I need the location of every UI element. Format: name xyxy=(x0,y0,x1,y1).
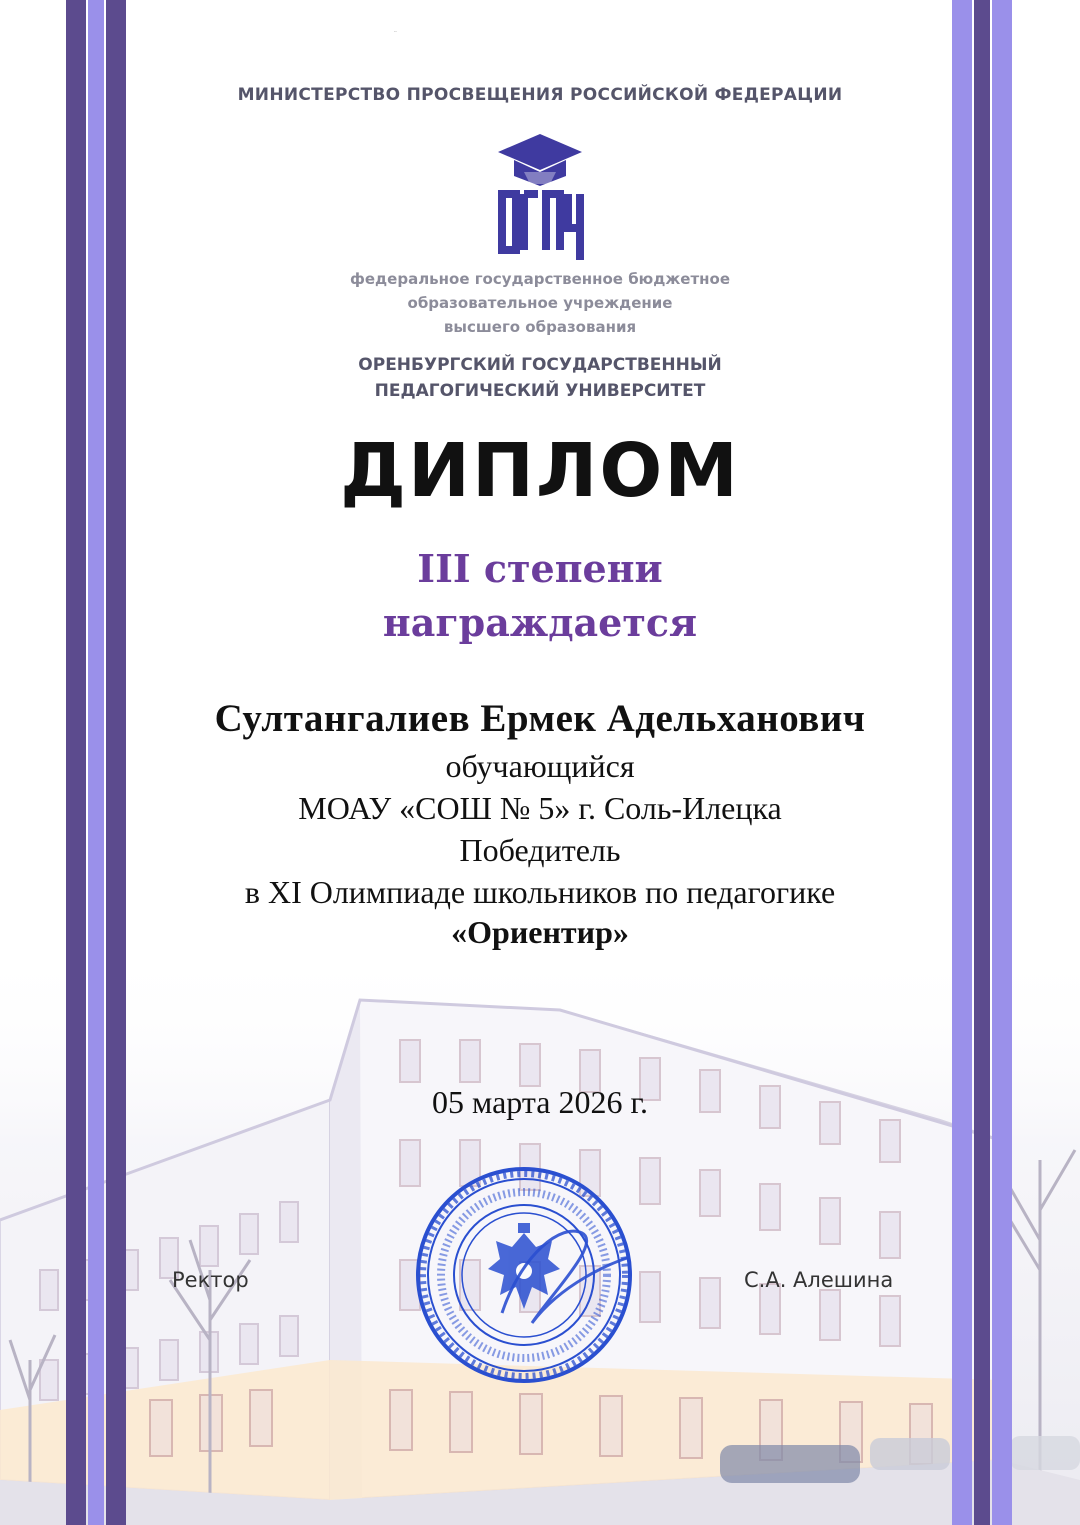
institution-type-line: федеральное государственное бюджетное xyxy=(349,270,730,288)
institution-type-line: образовательное учреждение xyxy=(407,294,673,312)
event-description: в XI Олимпиаде школьников по педагогике xyxy=(244,874,836,910)
diploma-title: ДИПЛОМ xyxy=(340,428,740,514)
diploma-degree: III степени xyxy=(417,546,663,591)
recipient-school: МОАУ «СОШ № 5» г. Соль-Илецка xyxy=(298,790,782,826)
awarded-label: награждается xyxy=(382,600,698,645)
ministry-title: МИНИСТЕРСТВО ПРОСВЕЩЕНИЯ РОССИЙСКОЙ ФЕДЕРАЦИИ xyxy=(237,85,843,105)
recipient-name: Султангалиев Ермек Адельханович xyxy=(214,697,866,740)
institution-type-line: высшего образования xyxy=(443,318,637,336)
logo-text: ОГПУ xyxy=(394,32,397,33)
olympiad-name: «Ориентир» xyxy=(451,914,629,950)
university-logo-icon xyxy=(394,32,586,264)
award-result: Победитель xyxy=(459,832,621,868)
university-name-line: ПЕДАГОГИЧЕСКИЙ УНИВЕРСИТЕТ xyxy=(374,381,706,401)
recipient-role: обучающийся xyxy=(445,748,635,784)
rector-name: С.А. Алешина xyxy=(744,1268,894,1292)
official-seal-icon xyxy=(412,1163,636,1387)
university-name-line: ОРЕНБУРГСКИЙ ГОСУДАРСТВЕННЫЙ xyxy=(358,355,722,375)
diploma-date: 05 марта 2026 г. xyxy=(432,1084,648,1120)
rector-label: Ректор xyxy=(172,1268,249,1292)
